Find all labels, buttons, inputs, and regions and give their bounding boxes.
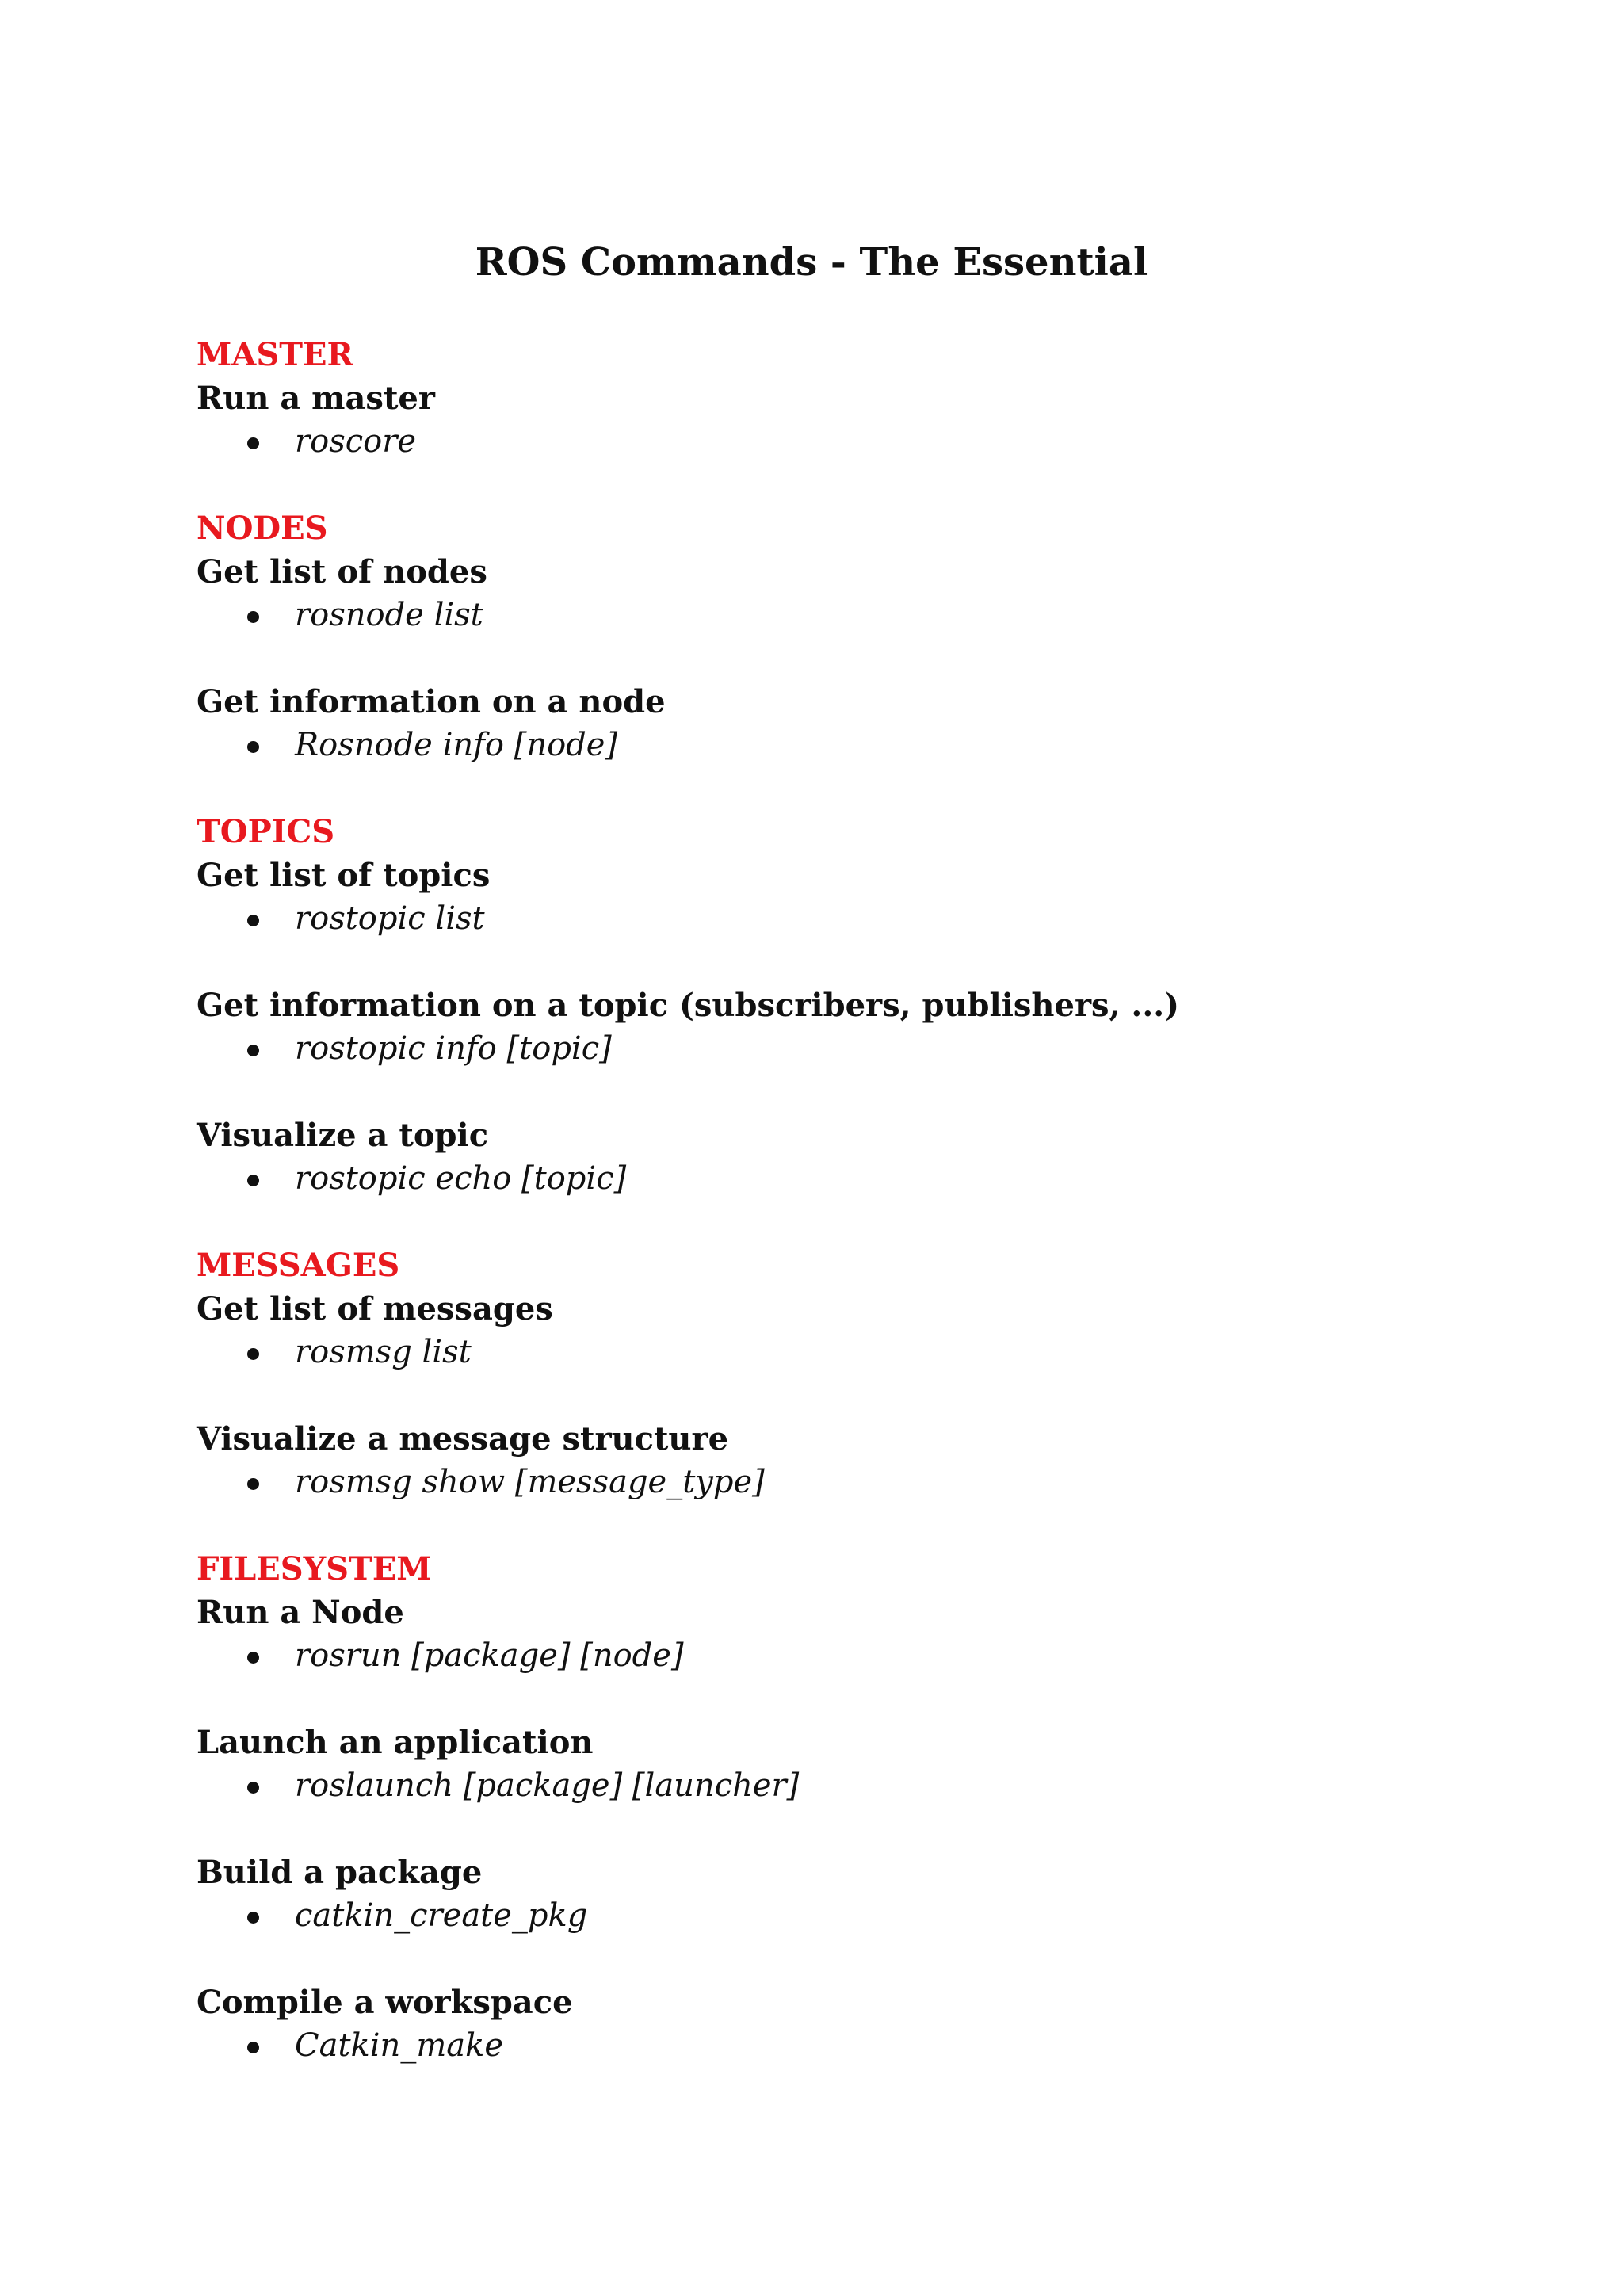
bullet-icon (247, 2042, 259, 2053)
section-filesystem (197, 1547, 1504, 2068)
bullet-icon (247, 915, 259, 926)
command-text: Rosnode info [node] (295, 727, 618, 763)
entry-title: Run a Node (197, 1594, 404, 1631)
command-text: rosmsg list (295, 1334, 472, 1370)
command-list-item (197, 594, 1504, 637)
entry-title: Get information on a topic (subscribers, publishers, ...) (197, 987, 1180, 1024)
entry-title: Launch an application (197, 1724, 594, 1761)
entry (197, 376, 1504, 464)
entry (197, 1114, 1504, 1201)
section-heading: NODES (197, 510, 328, 547)
document-body (197, 333, 1504, 2068)
entry-title: Visualize a topic (197, 1117, 489, 1154)
bullet-icon (247, 1175, 259, 1186)
bullet-icon (247, 741, 259, 753)
section-master (197, 333, 1504, 464)
entry-title: Run a master (197, 380, 435, 417)
command-text: rosnode list (295, 597, 483, 633)
entry (197, 1981, 1504, 2068)
command-text: rostopic echo [topic] (295, 1160, 627, 1197)
entry (197, 854, 1504, 941)
entry (197, 550, 1504, 637)
command-list-item (197, 897, 1504, 941)
command-list-item (197, 1764, 1504, 1808)
command-text: rosrun [package] [node] (295, 1637, 684, 1674)
entry (197, 1851, 1504, 1938)
entry (197, 1287, 1504, 1374)
command-text: rostopic list (295, 900, 485, 937)
bullet-icon (247, 611, 259, 623)
page-title: ROS Commands - The Essential (475, 240, 1148, 285)
entry-title: Compile a workspace (197, 1984, 573, 2021)
bullet-icon (247, 1478, 259, 1490)
command-list-item (197, 2024, 1504, 2068)
command-list-item (197, 1634, 1504, 1678)
section-nodes (197, 506, 1504, 767)
entry (197, 1591, 1504, 1678)
command-list-item (197, 1461, 1504, 1504)
section-heading: FILESYSTEM (197, 1550, 432, 1587)
command-text: roscore (295, 423, 417, 460)
bullet-icon (247, 1652, 259, 1664)
entry (197, 1417, 1504, 1504)
entry-title: Get list of messages (197, 1290, 553, 1328)
bullet-icon (247, 1912, 259, 1924)
command-list-item (197, 724, 1504, 767)
section-heading: TOPICS (197, 813, 335, 850)
command-list-item (197, 420, 1504, 464)
command-list-item (197, 1331, 1504, 1374)
command-text: rostopic info [topic] (295, 1030, 612, 1067)
bullet-icon (247, 437, 259, 449)
entry (197, 680, 1504, 767)
section-messages (197, 1244, 1504, 1504)
section-heading: MESSAGES (197, 1247, 400, 1284)
command-text: Catkin_make (295, 2027, 504, 2064)
entry (197, 984, 1504, 1071)
command-list-item (197, 1027, 1504, 1071)
entry-title: Build a package (197, 1854, 483, 1891)
bullet-icon (247, 1045, 259, 1056)
entry-title: Get list of topics (197, 857, 491, 894)
entry-title: Get information on a node (197, 683, 666, 720)
command-text: rosmsg show [message_type] (295, 1464, 765, 1500)
entry-title: Get list of nodes (197, 553, 487, 590)
entry-title: Visualize a message structure (197, 1420, 729, 1457)
section-topics (197, 810, 1504, 1201)
entry (197, 1721, 1504, 1808)
command-list-item (197, 1157, 1504, 1201)
bullet-icon (247, 1782, 259, 1794)
section-heading: MASTER (197, 336, 353, 373)
command-text: roslaunch [package] [launcher] (295, 1767, 800, 1804)
bullet-icon (247, 1348, 259, 1360)
command-text: catkin_create_pkg (295, 1897, 588, 1934)
command-list-item (197, 1894, 1504, 1938)
